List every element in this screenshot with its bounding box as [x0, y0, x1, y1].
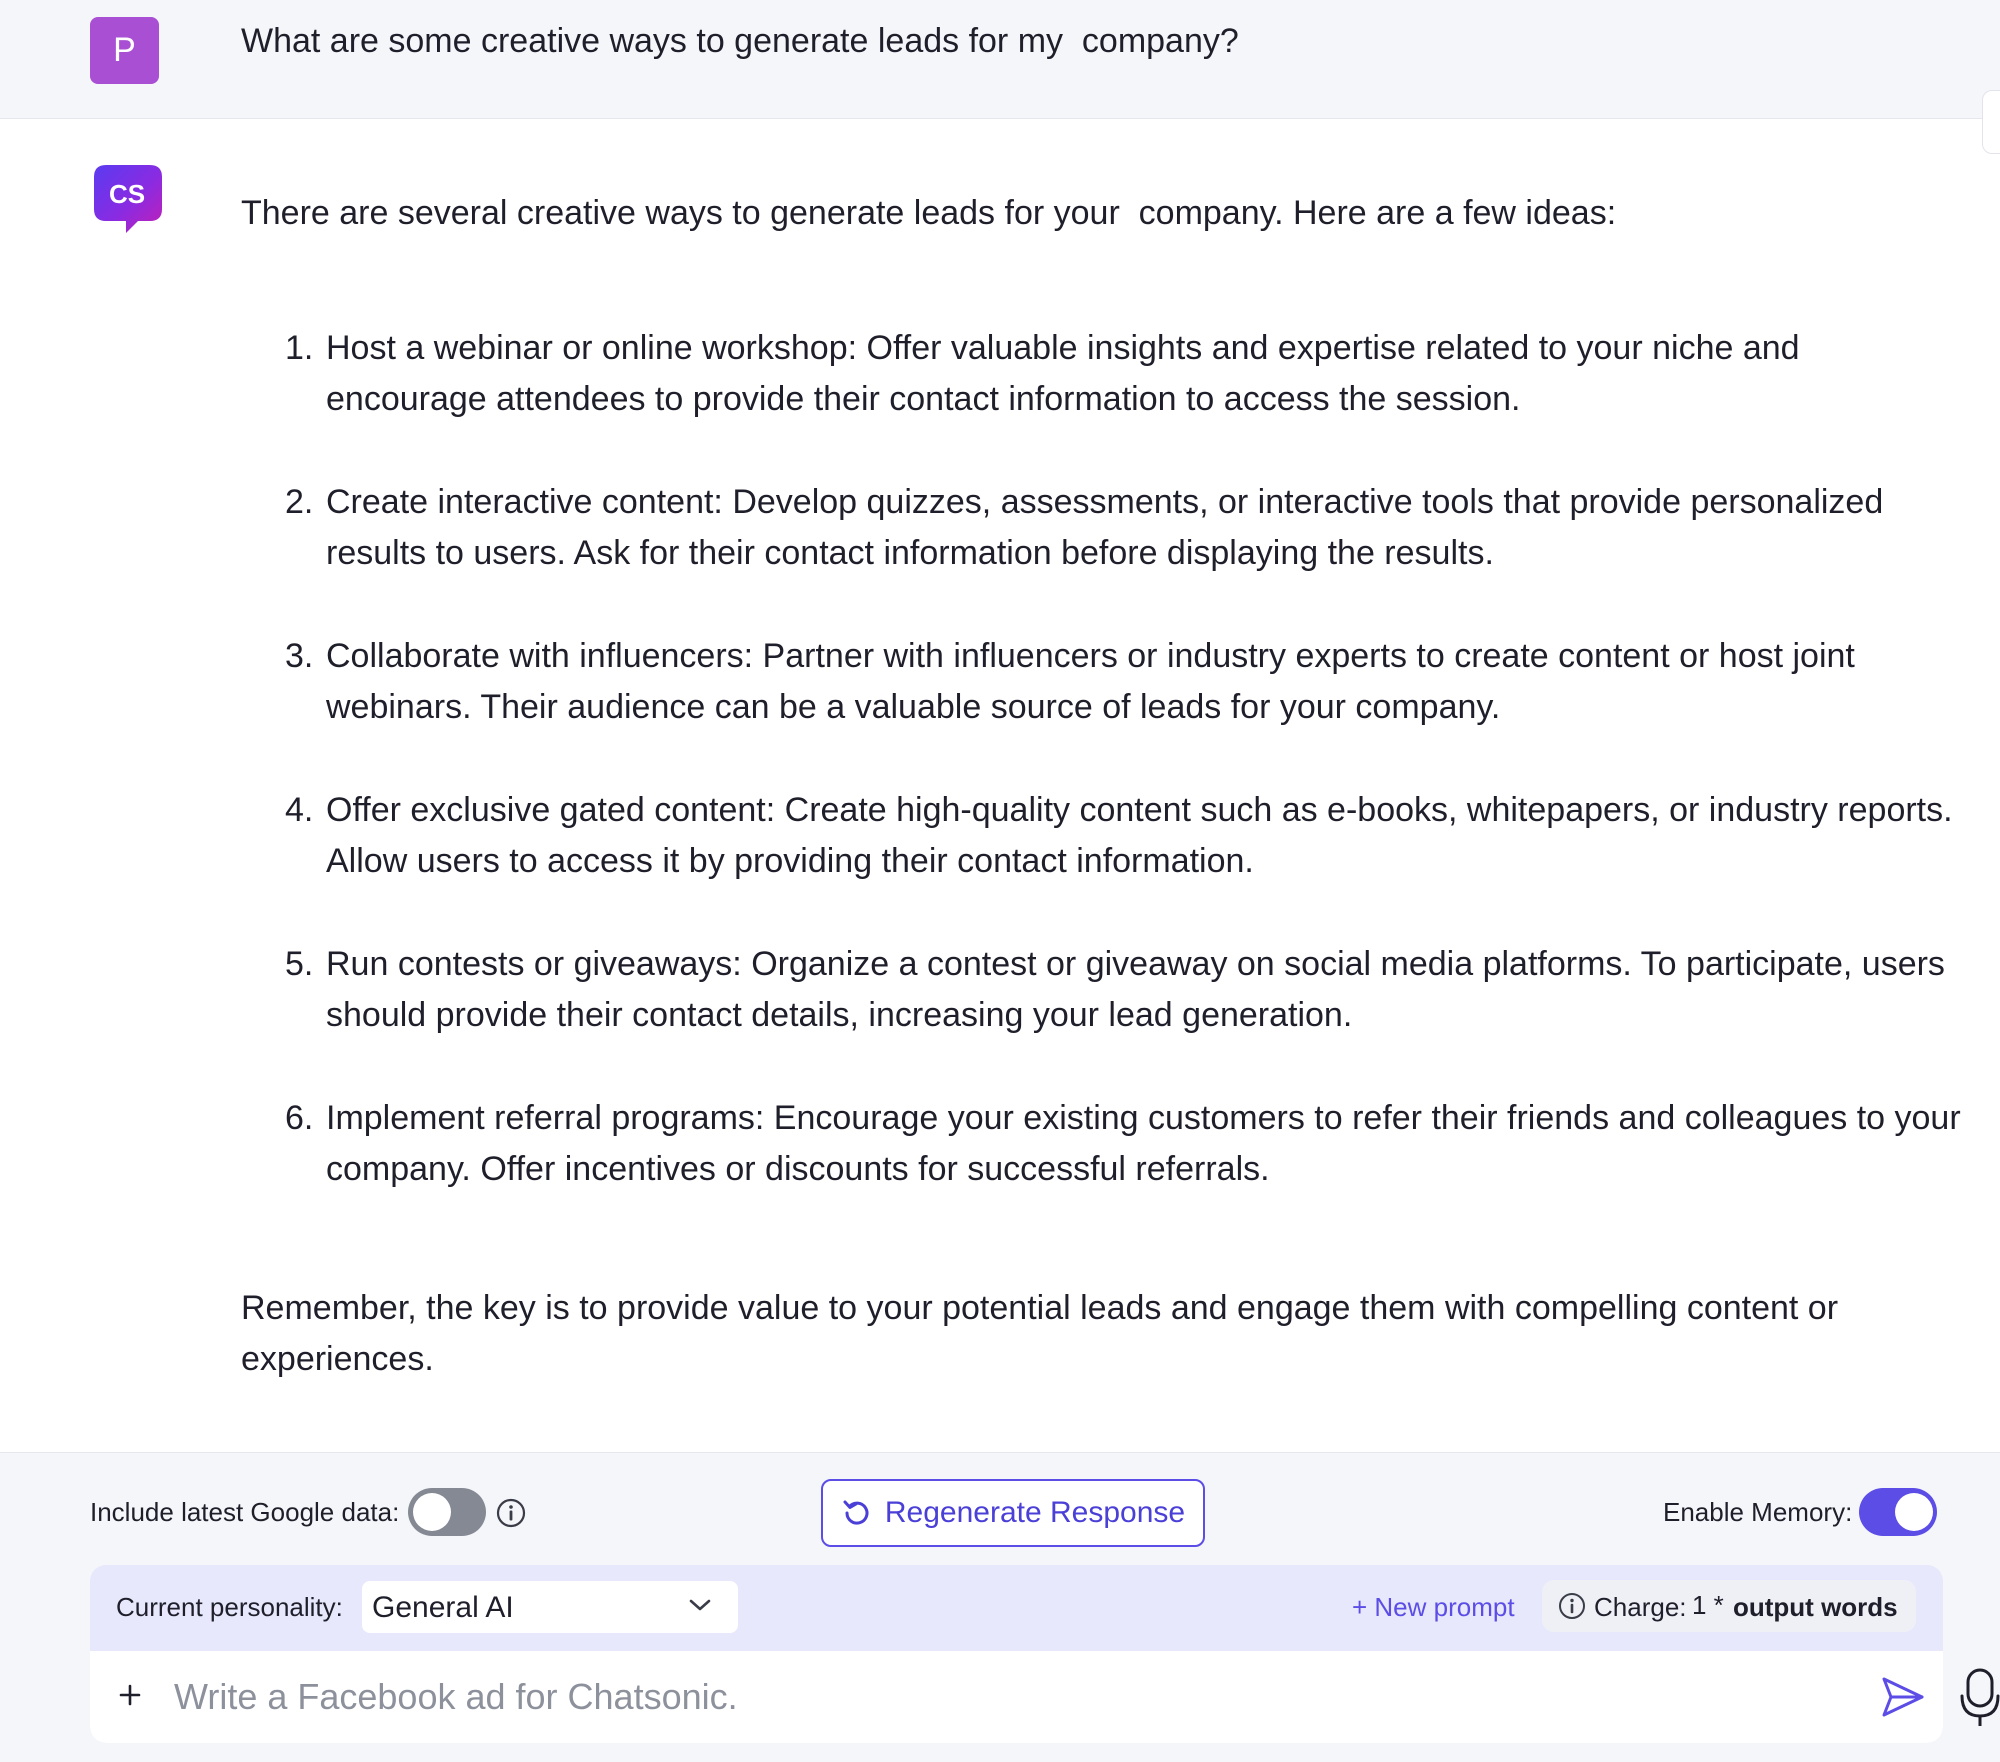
list-item-number: 4. — [285, 791, 314, 829]
enable-memory-toggle[interactable] — [1859, 1488, 1937, 1536]
side-panel-tab[interactable] — [1982, 90, 2000, 154]
personality-dropdown[interactable] — [362, 1581, 738, 1633]
regenerate-response-button[interactable] — [821, 1479, 1205, 1547]
list-item — [241, 477, 1961, 579]
new-prompt-link[interactable]: + New prompt — [1352, 1592, 1515, 1622]
list-item — [241, 785, 1961, 887]
list-item-text: Run contests or giveaways: Organize a contest or giveaway on social media platforms. To participate, users should provide their contact details, increasing your lead generation. — [326, 945, 1945, 1034]
refresh-icon — [841, 1497, 873, 1529]
regenerate-label: Regenerate Response — [884, 1496, 1186, 1529]
send-icon[interactable] — [1880, 1675, 1926, 1719]
list-item — [241, 323, 1961, 425]
personality-label: Current personality: — [116, 1592, 343, 1622]
list-item-number: 5. — [285, 945, 314, 983]
charge-multiplier: 1 * — [1692, 1590, 1724, 1620]
list-item-text: Host a webinar or online workshop: Offer valuable insights and expertise related to your niche and encourage attendees to provide their contact information to access the session. — [326, 329, 1800, 418]
user-avatar-letter: P — [113, 31, 136, 69]
google-data-label: Include latest Google data: — [90, 1497, 400, 1527]
list-item-text: Offer exclusive gated content: Create high-quality content such as e-books, whitepapers, or industry reports. Allow users to access it by providing their contact information. — [326, 791, 1953, 880]
prompt-row — [90, 1651, 1943, 1743]
charge-label: Charge: — [1594, 1592, 1687, 1622]
prompt-input[interactable] — [172, 1665, 1796, 1729]
plus-icon[interactable] — [116, 1681, 144, 1709]
list-item-text: Implement referral programs: Encourage your existing customers to refer their friends and colleagues to your company. Offer incentives or discounts for successful referrals. — [326, 1099, 1961, 1188]
user-avatar — [90, 17, 159, 84]
list-item-number: 3. — [285, 637, 314, 675]
bot-avatar-text: CS — [108, 179, 146, 209]
microphone-icon[interactable] — [1960, 1666, 2000, 1726]
info-icon[interactable] — [1558, 1592, 1586, 1620]
list-item-text: Collaborate with influencers: Partner with influencers or industry experts to create content or host joint webinars. Their audience can be a valuable source of leads for your company. — [326, 637, 1855, 726]
ideas-list — [241, 323, 1961, 1195]
response-outro: Remember, the key is to provide value to your potential leads and engage them with compelling content or experiences. — [241, 1289, 1839, 1378]
info-icon[interactable] — [496, 1498, 526, 1528]
google-data-toggle[interactable] — [408, 1488, 486, 1536]
response-intro: There are several creative ways to generate leads for your company. Here are a few ideas: — [241, 194, 1617, 232]
toggle-knob — [1895, 1493, 1933, 1531]
user-question-text: What are some creative ways to generate leads for my company? — [241, 22, 1239, 60]
list-item-number: 1. — [285, 329, 314, 367]
personality-value: General AI — [372, 1591, 514, 1624]
enable-memory-label: Enable Memory: — [1663, 1497, 1853, 1527]
list-item-number: 6. — [285, 1099, 314, 1137]
charge-unit: output words — [1733, 1592, 1898, 1622]
list-item-number: 2. — [285, 483, 314, 521]
composer — [90, 1565, 1943, 1743]
user-message-row — [0, 0, 2000, 119]
charge-info — [1542, 1580, 1916, 1632]
list-item — [241, 1093, 1961, 1195]
chevron-down-icon — [688, 1596, 712, 1614]
bot-response — [241, 188, 1961, 1385]
chatsonic-logo-icon — [92, 163, 164, 235]
toggle-knob — [413, 1493, 451, 1531]
list-item — [241, 939, 1961, 1041]
list-item — [241, 631, 1961, 733]
list-item-text: Create interactive content: Develop quizzes, assessments, or interactive tools that provide personalized results to users. Ask for their contact information before displaying the results. — [326, 483, 1884, 572]
